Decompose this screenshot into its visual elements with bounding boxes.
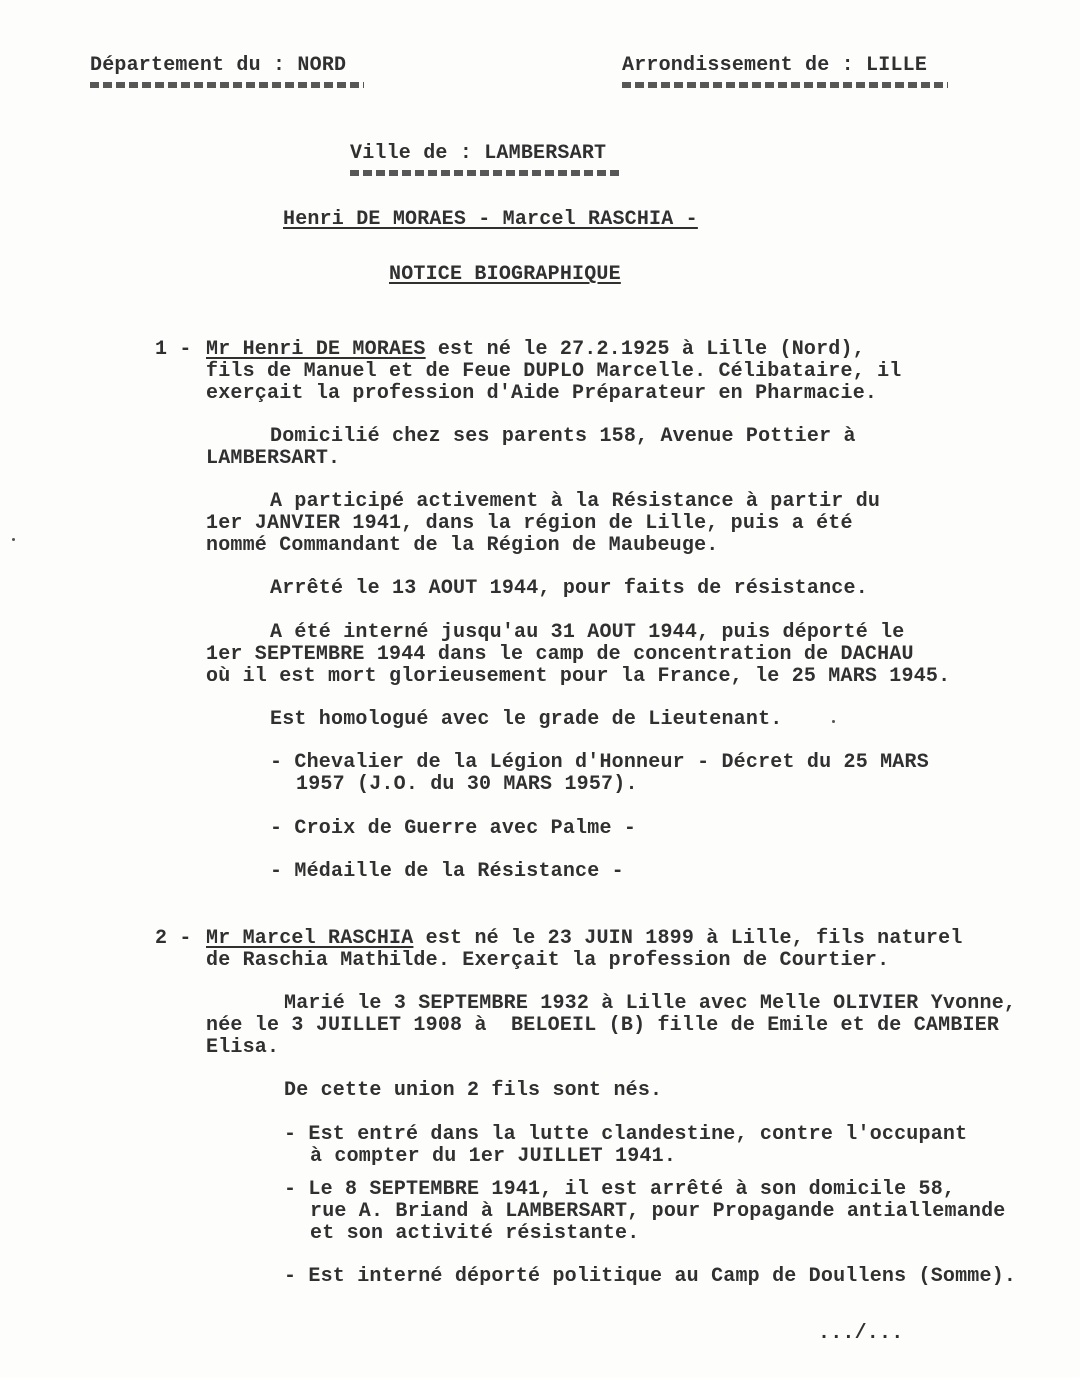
- notice-1-award-legion-2: 1957 (J.O. du 30 MARS 1957).: [296, 773, 638, 796]
- notice-1-domicile-2: LAMBERSART.: [206, 447, 341, 470]
- notice-1-resistance-2: 1er JANVIER 1941, dans la région de Lille, puis a été: [206, 512, 853, 535]
- notice-1-birth: est né le 27.2.1925 à Lille (Nord),: [425, 338, 865, 361]
- notice-1-resistance-3: nommé Commandant de la Région de Maubeuge.: [206, 534, 719, 557]
- notice-2-first-line: [206, 928, 963, 950]
- notice-1-parents: fils de Manuel et de Feue DUPLO Marcelle. Célibataire, il: [206, 360, 902, 383]
- paper-speck: [12, 538, 15, 541]
- notice-1-award-legion-1: - Chevalier de la Légion d'Honneur - Décret du 25 MARS: [270, 751, 929, 774]
- departement-label: Département du : NORD: [90, 54, 347, 77]
- notice-2-item-2c: et son activité résistante.: [310, 1222, 640, 1245]
- document-title: NOTICE BIOGRAPHIQUE: [389, 263, 621, 286]
- dashed-underline: [90, 82, 364, 88]
- notice-2-number: 2 -: [155, 927, 192, 950]
- notice-1-name: Mr Henri DE MORAES: [206, 338, 426, 361]
- notice-1-profession: exerçait la profession d'Aide Préparateur en Pharmacie.: [206, 382, 878, 405]
- notice-2-married-2: née le 3 JUILLET 1908 à BELOEIL (B) fille de Emile et de CAMBIER: [206, 1014, 1000, 1037]
- notice-1-arrest: Arrêté le 13 AOUT 1944, pour faits de résistance.: [270, 577, 868, 600]
- notice-2-item-1b: à compter du 1er JUILLET 1941.: [310, 1145, 677, 1168]
- ville-label: Ville de : LAMBERSART: [350, 142, 607, 165]
- names-heading: Henri DE MORAES - Marcel RASCHIA -: [283, 208, 698, 231]
- notice-2-name: Mr Marcel RASCHIA: [206, 927, 414, 950]
- notice-1-award-medaille: - Médaille de la Résistance -: [270, 860, 624, 883]
- notice-1-award-croix: - Croix de Guerre avec Palme -: [270, 817, 637, 840]
- dashed-underline: [622, 82, 948, 88]
- notice-2-birth: est né le 23 JUIN 1899 à Lille, fils naturel: [413, 927, 963, 950]
- bleed-through-text: [150, 118, 675, 140]
- continuation-mark: .../...: [818, 1322, 904, 1345]
- notice-1-first-line: [206, 339, 865, 361]
- notice-1-domicile-1: Domicilié chez ses parents 158, Avenue Pottier à: [270, 425, 856, 448]
- notice-1-number: 1 -: [155, 338, 192, 361]
- notice-2-item-2b: rue A. Briand à LAMBERSART, pour Propagande antiallemande: [310, 1200, 1006, 1223]
- paper-speck: [832, 720, 835, 723]
- notice-1-grade: Est homologué avec le grade de Lieutenant.: [270, 708, 783, 731]
- notice-2-children: De cette union 2 fils sont nés.: [284, 1079, 663, 1102]
- notice-1-interned-1: A été interné jusqu'au 31 AOUT 1944, puis déporté le: [270, 621, 905, 644]
- notice-2-married-1: Marié le 3 SEPTEMBRE 1932 à Lille avec Melle OLIVIER Yvonne,: [284, 992, 1017, 1015]
- notice-2-parent-profession: de Raschia Mathilde. Exerçait la profession de Courtier.: [206, 949, 890, 972]
- notice-2-item-2a: - Le 8 SEPTEMBRE 1941, il est arrêté à son domicile 58,: [284, 1178, 956, 1201]
- notice-2-item-1a: - Est entré dans la lutte clandestine, contre l'occupant: [284, 1123, 968, 1146]
- arrondissement-label: Arrondissement de : LILLE: [622, 54, 928, 77]
- notice-1-interned-2: 1er SEPTEMBRE 1944 dans le camp de concentration de DACHAU: [206, 643, 914, 666]
- notice-1-interned-3: où il est mort glorieusement pour la France, le 25 MARS 1945.: [206, 665, 951, 688]
- notice-2-item-3: - Est interné déporté politique au Camp de Doullens (Somme).: [284, 1265, 1017, 1288]
- dashed-underline: [350, 170, 622, 176]
- notice-1-resistance-1: A participé activement à la Résistance à partir du: [270, 490, 881, 513]
- notice-2-married-3: Elisa.: [206, 1036, 280, 1059]
